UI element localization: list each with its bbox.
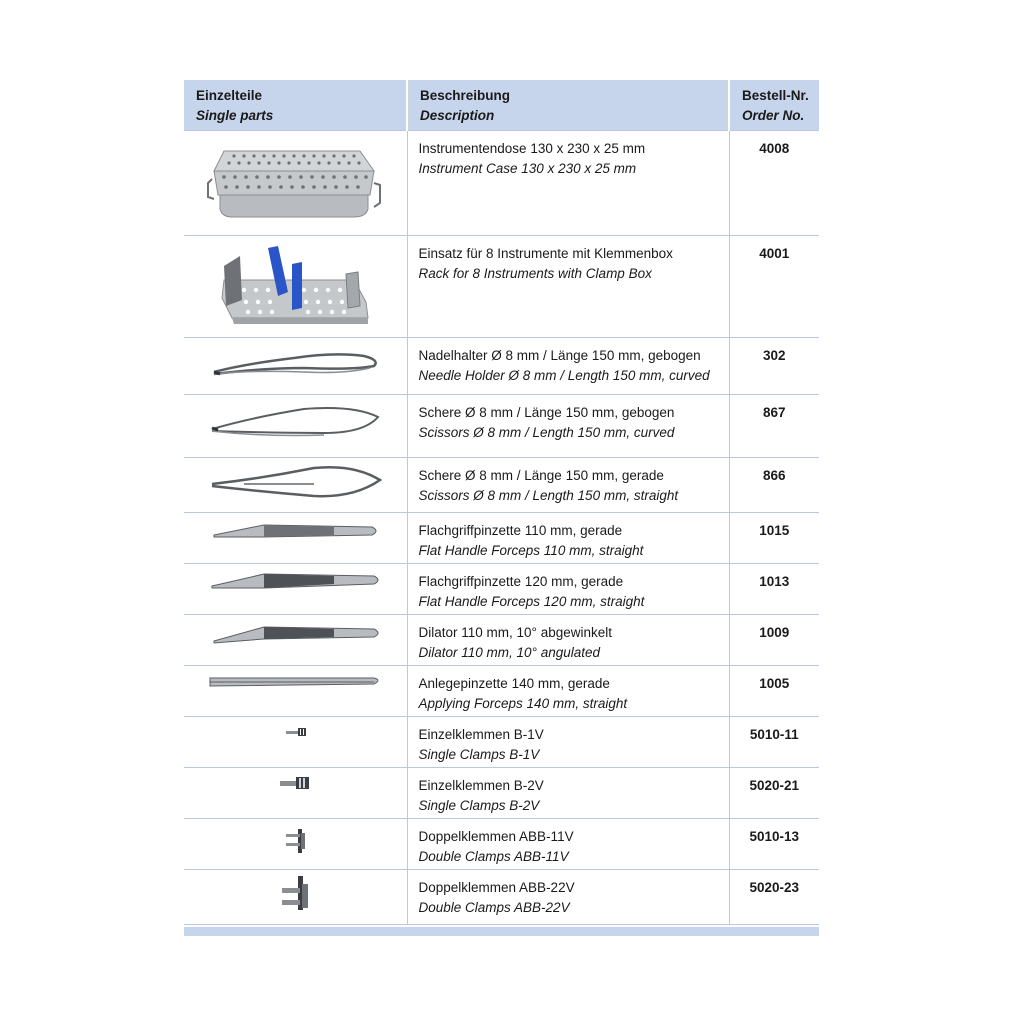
- order-cell: [729, 236, 819, 338]
- description-de: Anlegepinzette 140 mm, gerade: [418, 676, 610, 691]
- parts-table: [184, 80, 819, 925]
- order-number: 866: [762, 468, 786, 483]
- header-parts-de: Einzelteile: [196, 88, 263, 103]
- order-number: 302: [762, 348, 786, 363]
- description-en: Flat Handle Forceps 120 mm, straight: [418, 594, 645, 609]
- description-de: Schere Ø 8 mm / Länge 150 mm, gerade: [418, 468, 664, 483]
- description-en: Double Clamps ABB-11V: [418, 849, 569, 864]
- table-row: [184, 236, 819, 338]
- description-en: Scissors Ø 8 mm / Length 150 mm, curved: [418, 425, 675, 440]
- order-cell: [729, 666, 819, 717]
- header-parts: [184, 80, 407, 131]
- applying-forceps-icon: [184, 666, 407, 717]
- description-en: Dilator 110 mm, 10° angulated: [418, 645, 600, 660]
- description-de: Flachgriffpinzette 120 mm, gerade: [418, 574, 624, 589]
- description-cell: [407, 819, 729, 870]
- order-cell: [729, 564, 819, 615]
- table-footer-bar: [184, 927, 819, 936]
- order-number: 1013: [759, 574, 790, 589]
- order-cell: [729, 131, 819, 236]
- forceps-icon: [184, 513, 407, 564]
- table-row: [184, 131, 819, 236]
- scissors-straight-icon: [184, 458, 407, 513]
- description-de: Instrumentendose 130 x 230 x 25 mm: [418, 141, 646, 156]
- description-de: Nadelhalter Ø 8 mm / Länge 150 mm, gebogen: [418, 348, 701, 363]
- forceps-icon: [184, 564, 407, 615]
- order-cell: [729, 615, 819, 666]
- order-number: 4001: [759, 246, 790, 261]
- description-en: Rack for 8 Instruments with Clamp Box: [418, 266, 652, 281]
- order-number: 1009: [759, 625, 790, 640]
- description-cell: [407, 717, 729, 768]
- needle-holder-icon: [184, 338, 407, 395]
- description-de: Dilator 110 mm, 10° abgewinkelt: [418, 625, 612, 640]
- table-row: [184, 564, 819, 615]
- dilator-icon: [184, 615, 407, 666]
- description-en: Scissors Ø 8 mm / Length 150 mm, straight: [418, 488, 679, 503]
- order-cell: [729, 717, 819, 768]
- single-clamp-icon: [184, 768, 407, 819]
- description-de: Doppelklemmen ABB-11V: [418, 829, 574, 844]
- table-row: [184, 615, 819, 666]
- table-row: [184, 338, 819, 395]
- order-cell: [729, 870, 819, 925]
- order-number: 4008: [759, 141, 790, 156]
- description-de: Einsatz für 8 Instrumente mit Klemmenbox: [418, 246, 673, 261]
- description-en: Single Clamps B-1V: [418, 747, 540, 762]
- order-cell: [729, 458, 819, 513]
- header-description: [407, 80, 729, 131]
- single-clamp-icon: [184, 717, 407, 768]
- description-en: Flat Handle Forceps 110 mm, straight: [418, 543, 644, 558]
- table-row: [184, 768, 819, 819]
- description-en: Needle Holder Ø 8 mm / Length 150 mm, curved: [418, 368, 710, 383]
- scissors-curved-icon: [184, 395, 407, 458]
- header-order: [729, 80, 819, 131]
- instrument-case-icon: [184, 131, 407, 236]
- header-parts-en: Single parts: [196, 108, 274, 123]
- order-cell: [729, 513, 819, 564]
- order-number: 867: [762, 405, 786, 420]
- description-cell: [407, 131, 729, 236]
- table-row: [184, 666, 819, 717]
- description-de: Schere Ø 8 mm / Länge 150 mm, gebogen: [418, 405, 675, 420]
- description-cell: [407, 564, 729, 615]
- order-number: 1015: [759, 523, 790, 538]
- description-cell: [407, 236, 729, 338]
- order-number: 1005: [759, 676, 790, 691]
- order-cell: [729, 819, 819, 870]
- table-row: [184, 395, 819, 458]
- description-cell: [407, 666, 729, 717]
- description-cell: [407, 870, 729, 925]
- description-en: Single Clamps B-2V: [418, 798, 540, 813]
- description-cell: [407, 615, 729, 666]
- double-clamp-icon: [184, 870, 407, 925]
- table-row: [184, 513, 819, 564]
- header-desc-de: Beschreibung: [420, 88, 511, 103]
- header-order-en: Order No.: [742, 108, 805, 123]
- description-cell: [407, 338, 729, 395]
- rack-icon: [184, 236, 407, 338]
- order-cell: [729, 338, 819, 395]
- order-number: 5010-13: [749, 829, 800, 844]
- description-cell: [407, 768, 729, 819]
- description-en: Applying Forceps 140 mm, straight: [418, 696, 628, 711]
- description-de: Einzelklemmen B-1V: [418, 727, 544, 742]
- table-row: [184, 717, 819, 768]
- table-row: [184, 458, 819, 513]
- description-de: Einzelklemmen B-2V: [418, 778, 544, 793]
- table-header: [184, 80, 819, 131]
- description-de: Flachgriffpinzette 110 mm, gerade: [418, 523, 623, 538]
- description-cell: [407, 513, 729, 564]
- order-number: 5010-11: [749, 727, 799, 742]
- order-number: 5020-21: [749, 778, 800, 793]
- description-cell: [407, 395, 729, 458]
- description-de: Doppelklemmen ABB-22V: [418, 880, 575, 895]
- header-desc-en: Description: [420, 108, 495, 123]
- description-en: Double Clamps ABB-22V: [418, 900, 570, 915]
- description-en: Instrument Case 130 x 230 x 25 mm: [418, 161, 637, 176]
- table-row: [184, 819, 819, 870]
- table-row: [184, 870, 819, 925]
- order-cell: [729, 395, 819, 458]
- header-order-de: Bestell-Nr.: [742, 88, 809, 103]
- double-clamp-icon: [184, 819, 407, 870]
- description-cell: [407, 458, 729, 513]
- order-number: 5020-23: [749, 880, 800, 895]
- order-cell: [729, 768, 819, 819]
